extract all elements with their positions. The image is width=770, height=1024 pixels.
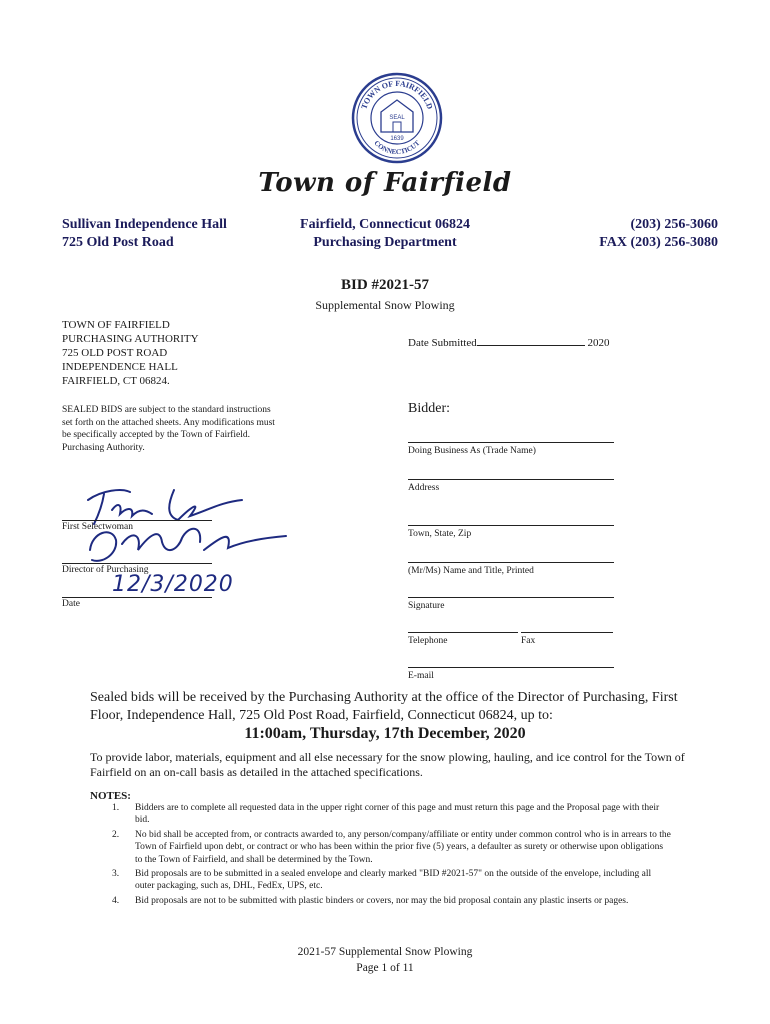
date-submitted-blank[interactable] — [477, 335, 585, 346]
sealed-bids-note: SEALED BIDS are subject to the standard instructions set forth on the attached sheets. Any modifications must be specifically accepted by the Town of Fairfield. Purchasing Authority. — [62, 405, 275, 453]
town-seal-graphic — [351, 72, 443, 164]
bidder-label: Bidder: — [408, 401, 450, 416]
address-field[interactable]: Address — [408, 479, 614, 493]
date-line — [62, 597, 212, 598]
director-line — [62, 563, 212, 564]
header-street: 725 Old Post Road — [62, 235, 174, 250]
footer-title: 2021-57 Supplemental Snow Plowing — [297, 946, 473, 958]
signed-date: 12/3/2020 — [112, 572, 234, 597]
header-city: Fairfield, Connecticut 06824 — [300, 217, 470, 232]
deadline — [0, 725, 770, 743]
date-label: Date — [62, 599, 80, 609]
seal-top-text: TOWN OF FAIRFIELD — [359, 78, 435, 111]
seal-center-text: SEAL — [389, 115, 405, 121]
note-text: Bidders are to complete all requested data in the upper right corner of this page and must return this page and the Proposal page with their bid. — [135, 803, 660, 826]
date-submitted-label: Date Submitted — [408, 337, 477, 349]
town-state-zip-field[interactable]: Town, State, Zip — [408, 525, 614, 539]
header-department: Purchasing Department — [313, 235, 457, 250]
header-right — [599, 216, 718, 252]
signature-field[interactable]: Signature — [408, 597, 614, 611]
address-line: FAIRFIELD, CT 06824. — [62, 375, 170, 387]
address-line: INDEPENDENCE HALL — [62, 361, 178, 373]
purpose-paragraph: To provide labor, materials, equipment and all else necessary for the snow plowing, hauling, and ice control for the Town of Fairfield on an on-call basis as detailed in the attached specifications. — [90, 750, 685, 779]
email-field[interactable]: E-mail — [408, 667, 614, 681]
bid-number: BID #2021-57 — [341, 277, 429, 293]
notes-title: NOTES: — [90, 790, 131, 802]
telephone-field[interactable]: Telephone — [408, 632, 518, 646]
deadline-text: 11:00am, Thursday, 17th December, 2020 — [244, 725, 526, 742]
seal-year: 1639 — [390, 136, 404, 142]
date-submitted-year: 2020 — [587, 337, 610, 349]
header-phone: (203) 256-3060 — [630, 217, 718, 232]
authority-address — [62, 318, 199, 388]
page-footer — [0, 944, 770, 976]
intro-paragraph: Sealed bids will be received by the Purchasing Authority at the office of the Director of Purchasing, First Floor, Independence Hall, 725 Old Post Road, Fairfield, Connecticut 06824, up to: — [90, 690, 678, 723]
note-text: Bid proposals are to be submitted in a sealed envelope and clearly marked "BID #2021-57" on the outside of the envelope, including all outer packaging, such as, DHL, FedEx, UPS, etc. — [135, 869, 652, 892]
director-label: Director of Purchasing — [62, 565, 149, 575]
address-line: TOWN OF FAIRFIELD — [62, 319, 170, 331]
page-number: Page 1 of 11 — [356, 962, 414, 974]
note-item: 4. Bid proposals are not to be submitted with plastic binders or covers, nor may the bid proposal contain any plastic inserts or pages. — [112, 895, 629, 906]
town-title: Town of Fairfield — [258, 168, 512, 198]
seal-bottom-text: CONNECTICUT — [372, 139, 422, 157]
authority-signature-block — [62, 480, 292, 620]
name-title-field[interactable]: (Mr/Ms) Name and Title, Printed — [408, 562, 614, 576]
town-seal — [351, 72, 443, 164]
note-item: 2. No bid shall be accepted from, or contracts awarded to, any person/company/affiliate or entity under common control who is in arrears to the Town of Fairfield upon debt, or contract or who has been within the prior five (5) years, a defaulter as surety or otherwise upon obligations to the Town of Fairfield, and shall be determined by the Town. — [112, 829, 671, 865]
first-selectwoman-label: First Selectwoman — [62, 522, 133, 532]
note-text: No bid shall be accepted from, or contracts awarded to, any person/company/affiliate or entity under common control who is in arrears to the Town of Fairfield upon debt, or contract or who has been within the prior five (5) years, a defaulter as surety or otherwise upon obligations to the Town of Fairfield, and shall be determined by the Town. — [135, 829, 671, 865]
address-line: PURCHASING AUTHORITY — [62, 333, 199, 345]
note-item: 3. Bid proposals are to be submitted in a sealed envelope and clearly marked "BID #2021-57" on the outside of the envelope, including all outer packaging, such as, DHL, FedEx, UPS, etc. — [112, 869, 652, 892]
fax-field[interactable]: Fax — [521, 632, 613, 646]
note-item: 1. Bidders are to complete all requested data in the upper right corner of this page and must return this page and the Proposal page with their bid. — [112, 803, 660, 826]
notes-list — [112, 802, 672, 909]
dba-field[interactable]: Doing Business As (Trade Name) — [408, 442, 614, 456]
header-hall-name: Sullivan Independence Hall — [62, 217, 227, 232]
date-submitted-field[interactable] — [408, 335, 610, 349]
address-line: 725 OLD POST ROAD — [62, 347, 168, 359]
bid-subtitle: Supplemental Snow Plowing — [315, 298, 455, 312]
header-fax: FAX (203) 256-3080 — [599, 235, 718, 250]
note-text: Bid proposals are not to be submitted with plastic binders or covers, nor may the bid proposal contain any plastic inserts or pages. — [135, 895, 629, 906]
